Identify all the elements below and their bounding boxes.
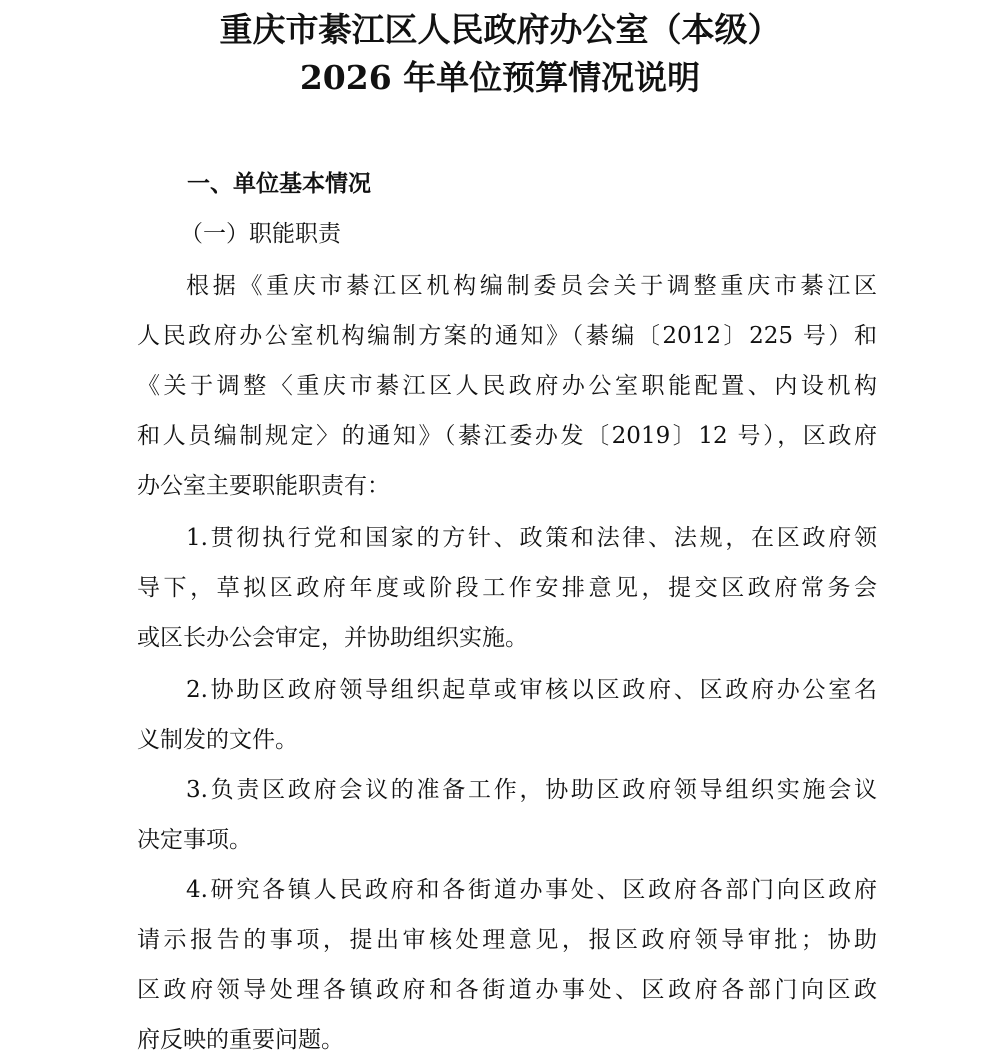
- duty-item-3-line: 决定事项。: [137, 827, 252, 853]
- subsection-heading-functions: （一）职能职责: [180, 221, 341, 247]
- duty-item-4-line: 请示报告的事项，提出审核处理意见，报区政府领导审批；协助: [137, 927, 877, 953]
- duty-item-1-line: 导下，草拟区政府年度或阶段工作安排意见，提交区政府常务会: [137, 575, 877, 601]
- section-heading-basic-info: 一、单位基本情况: [187, 171, 371, 197]
- paragraph-line: 和人员编制规定〉的通知》（綦江委办发〔2019〕12 号），区政府: [137, 423, 877, 449]
- duty-item-4-line: 4.研究各镇人民政府和各街道办事处、区政府各部门向区政府: [186, 877, 877, 903]
- duty-item-1-line: 或区长办公会审定，并协助组织实施。: [137, 625, 528, 651]
- document-title-line-2: 2026 年单位预算情况说明: [299, 58, 701, 97]
- duty-item-3-line: 3.负责区政府会议的准备工作，协助区政府领导组织实施会议: [186, 777, 877, 803]
- paragraph-line: 人民政府办公室机构编制方案的通知》（綦编〔2012〕225 号）和: [137, 323, 877, 349]
- duty-item-1-line: 1.贯彻执行党和国家的方针、政策和法律、法规，在区政府领: [186, 525, 877, 551]
- paragraph-line: 《关于调整〈重庆市綦江区人民政府办公室职能配置、内设机构: [137, 373, 877, 399]
- duty-item-2-line: 义制发的文件。: [137, 727, 298, 753]
- paragraph-line: 根据《重庆市綦江区机构编制委员会关于调整重庆市綦江区: [186, 273, 877, 299]
- paragraph-line: 办公室主要职能职责有：: [137, 473, 390, 499]
- document-title-line-1: 重庆市綦江区人民政府办公室（本级）: [219, 10, 781, 49]
- duty-item-2-line: 2.协助区政府领导组织起草或审核以区政府、区政府办公室名: [186, 677, 877, 703]
- duty-item-4-line: 区政府领导处理各镇政府和各街道办事处、区政府各部门向区政: [137, 977, 877, 1003]
- duty-item-4-line: 府反映的重要问题。: [137, 1027, 344, 1053]
